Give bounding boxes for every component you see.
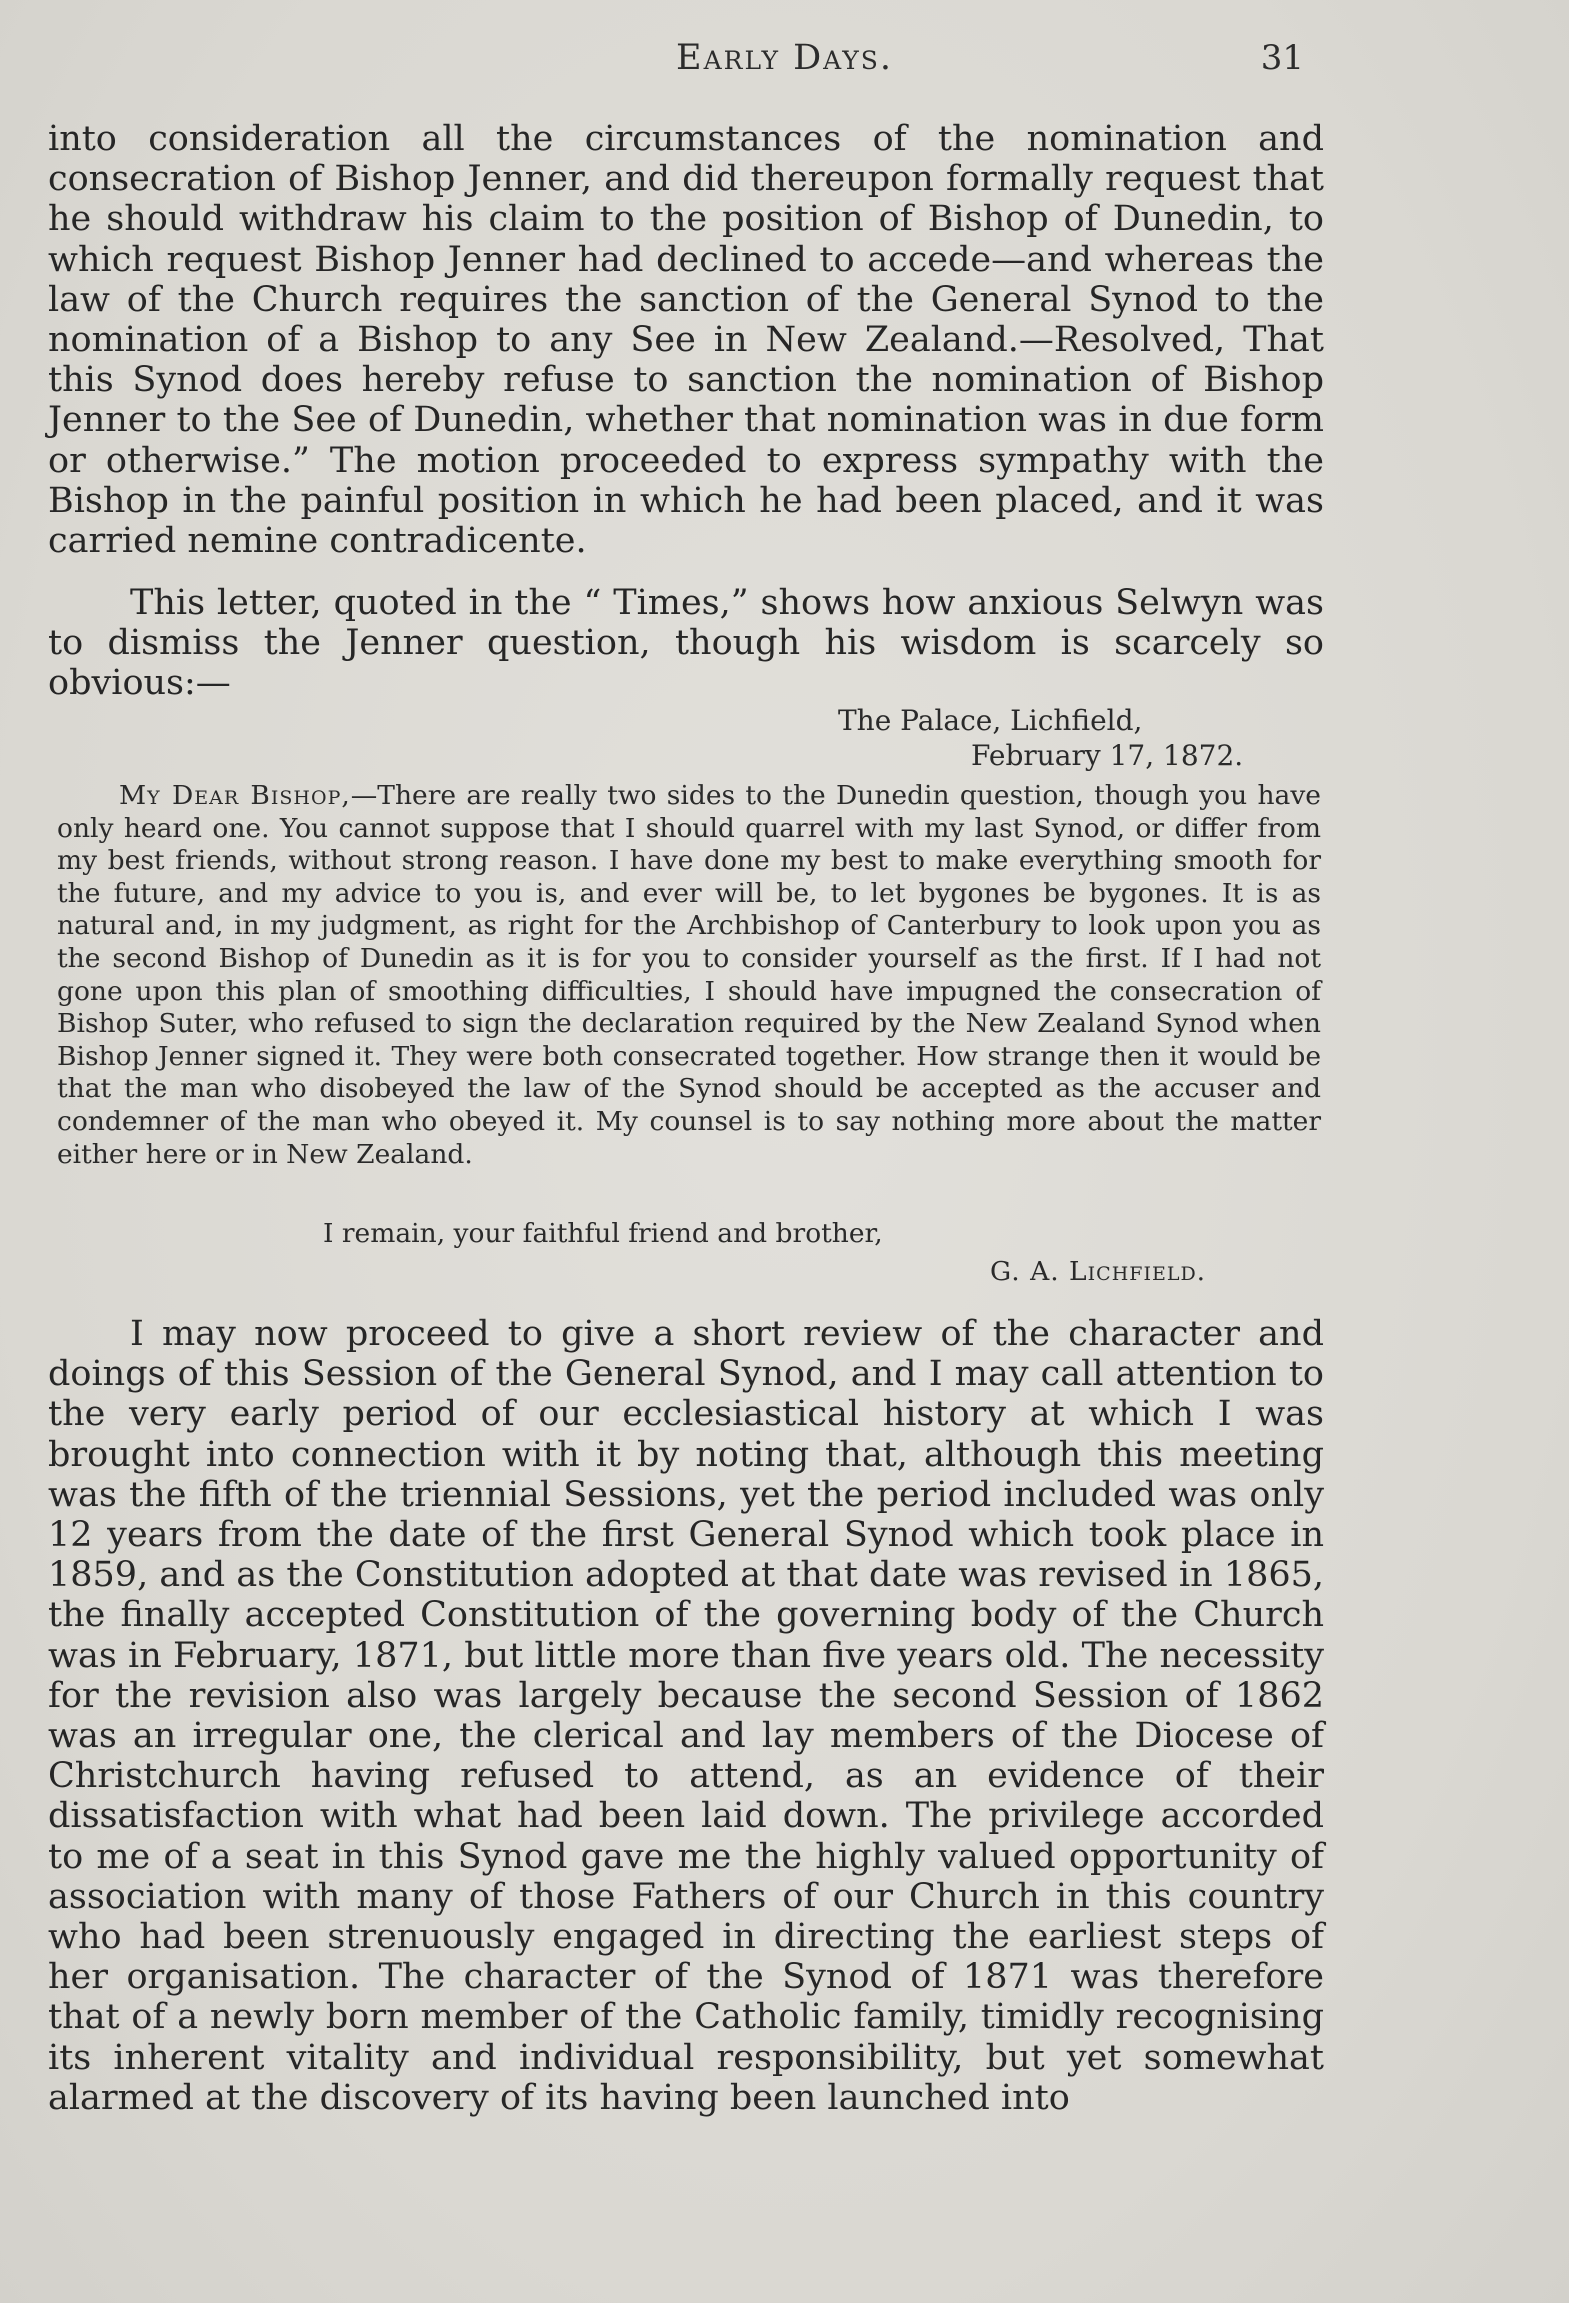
letter-address-line2: February 17, 1872. [971, 739, 1244, 772]
letter-address [838, 703, 1243, 773]
continuation-text: into consideration all the circumstances of the nomination and consecration of Bishop Jenner, and did thereupon formally request that he should withdraw his claim to the position of Bishop of Dunedin, to which request Bishop Jenner had declined to accede—and whereas the law of the Church requires the sanction of the General Synod to the nomination of a Bishop to any See in New Zealand.—Resolved, That this Synod does hereby refuse to sanction the nomination of Bishop Jenner to the See of Dunedin, whether that nomination was in due form or otherwise.” The motion proceeded to express sympathy with the Bishop in the painful position in which he had been placed, and it was carried nemine contradicente. [48, 119, 1324, 562]
letter-body-text: —There are really two sides to the Dunedin question, though you have only heard one. You cannot suppose that I should quarrel with my last Synod, or differ from my best friends, without strong reason. I have done my best to make everything smooth for the future, and my advice to you is, and ever will be, to let bygones be bygones. It is as natural and, in my judgment, as right for the Archbishop of Canterbury to look upon you as the second Bishop of Dunedin as it is for you to consider yourself as the first. If I had not gone upon this plan of smoothing difficulties, I should have impugned the consecration of Bishop Suter, who refused to sign the declaration required by the New Zealand Synod when Bishop Jenner signed it. They were both consecrated together. How strange then it would be that the man who disobeyed the law of the Synod should be accepted as the accuser and condemner of the man who obeyed it. My counsel is to say nothing more about the matter either here or in New Zealand. [57, 780, 1321, 1170]
review-text: I may now proceed to give a short review of the character and doings of this Session of the General Synod, and I may call attention to the very early period of our ecclesiastical history at which I was brought into connection with it by noting that, although this meeting was the fifth of the triennial Sessions, yet the period included was only 12 years from the date of the first General Synod which took place in 1859, and as the Constitution adopted at that date was revised in 1865, the finally accepted Constitution of the governing body of the Church was in February, 1871, but little more than five years old. The necessity for the revision also was largely because the second Session of 1862 was an irregular one, the clerical and lay members of the Diocese of Christchurch having refused to attend, as an evidence of their dissatisfaction with what had been laid down. The privilege accorded to me of a seat in this Synod gave me the highly valued opportunity of association with many of those Fathers of our Church in this country who had been strenuously engaged in directing the earliest steps of her organisation. The character of the Synod of 1871 was therefore that of a newly born member of the Catholic family, timidly recognising its inherent vitality and individual responsibility, but yet somewhat alarmed at the discovery of its having been launched into [48, 1314, 1324, 2118]
letter-salutation: My Dear Bishop, [119, 780, 351, 811]
selwyn-intro-text: This letter, quoted in the “ Times,” shows how anxious Selwyn was to dismiss the Jenner question, though his wisdom is scarcely so obvious:— [48, 583, 1324, 704]
page-header [0, 38, 1569, 84]
review-paragraph [48, 1314, 1324, 2118]
letter-address-line1: The Palace, Lichfield, [838, 704, 1143, 737]
continuation-paragraph [48, 119, 1324, 561]
running-head: Early Days. [676, 38, 893, 78]
letter-body [57, 780, 1321, 1171]
selwyn-intro-paragraph [48, 583, 1324, 704]
page-number: 31 [1260, 38, 1304, 78]
letter-closing: I remain, your faithful friend and brother, [323, 1218, 883, 1249]
letter-signature: G. A. Lichfield. [990, 1256, 1207, 1287]
